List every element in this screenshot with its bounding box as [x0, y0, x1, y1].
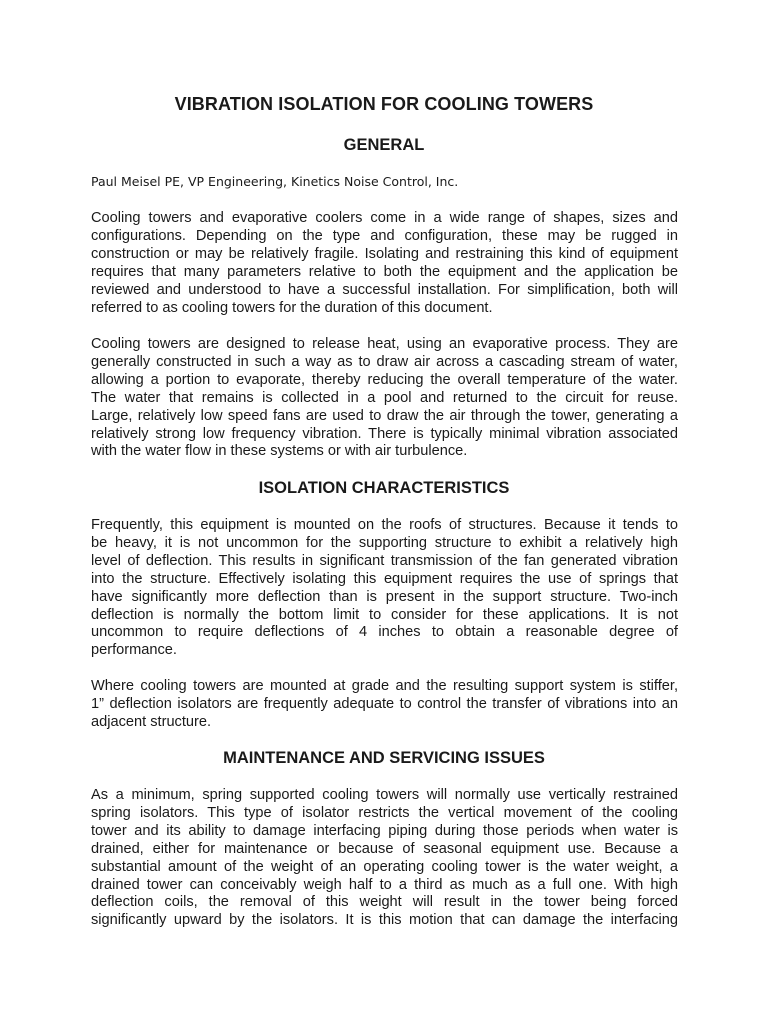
- document-title: VIBRATION ISOLATION FOR COOLING TOWERS: [174, 94, 594, 114]
- text-line: have significantly more deflection than is present in the support structure. Two-inch: [91, 588, 678, 605]
- text-line: uncommon to require deflections of 4 inches to obtain a reasonable degree of: [91, 624, 678, 641]
- text-line: tower and its ability to damage interfacing piping during those periods when water is: [91, 822, 678, 839]
- text-line: Where cooling towers are mounted at grade and the resulting support system is stiffer,: [91, 678, 678, 694]
- paragraph-general-1: [91, 210, 678, 317]
- text-line: be heavy, it is not uncommon for the supporting structure to exhibit a relatively high: [91, 534, 678, 551]
- text-line: referred to as cooling towers for the duration of this document.: [91, 299, 493, 316]
- text-line: performance.: [91, 642, 177, 659]
- text-line: substantial amount of the weight of an operating cooling tower is the water weight, a: [91, 858, 678, 875]
- text-line: allowing a portion to evaporate, thereby reducing the overall temperature of the water.: [91, 371, 678, 388]
- text-line: adjacent structure.: [91, 713, 212, 730]
- text-line: drained, either for maintenance or because of seasonal equipment use. Because a: [91, 840, 678, 857]
- text-line: construction or may be relatively fragile. Isolating and restraining this kind of equipment: [91, 245, 678, 262]
- paragraph-general-2: [91, 336, 678, 461]
- text-line: Cooling towers and evaporative coolers come in a wide range of shapes, sizes and: [91, 210, 678, 226]
- paragraph-isolation-2: [91, 678, 678, 732]
- text-line: deflection is normally the bottom limit to consider for these applications. It is not: [91, 606, 678, 623]
- author-line: Paul Meisel PE, VP Engineering, Kinetics Noise Control, Inc.: [91, 174, 459, 189]
- text-line: configurations. Depending on the type and configuration, these may be rugged in: [91, 227, 678, 244]
- text-line: level of deflection. This results in significant transmission of the fan generated vibration: [91, 552, 678, 569]
- text-line: Cooling towers are designed to release heat, using an evaporative process. They are: [91, 336, 678, 352]
- paragraph-isolation-1: [91, 517, 678, 660]
- section-heading-isolation: ISOLATION CHARACTERISTICS: [258, 479, 510, 497]
- section-heading-general: GENERAL: [343, 136, 425, 154]
- text-line: deflection coils, the removal of this weight will result in the tower being forced: [91, 894, 678, 911]
- text-line: requires that many parameters relative to both the equipment and the application be: [91, 263, 678, 280]
- text-line: relatively strong low frequency vibration. There is typically minimal vibration associated: [91, 425, 678, 442]
- text-line: generally constructed in such a way as to draw air across a cascading stream of water,: [91, 353, 678, 370]
- paragraph-maintenance-1: [91, 787, 678, 930]
- text-line: significantly upward by the isolators. It is this motion that can damage the interfacing: [91, 912, 678, 929]
- text-line: Large, relatively low speed fans are used to draw the air through the tower, generating a: [91, 407, 678, 424]
- text-line: As a minimum, spring supported cooling towers will normally use vertically restrained: [91, 787, 678, 803]
- text-line: 1” deflection isolators are frequently adequate to control the transfer of vibrations into an: [91, 695, 678, 712]
- text-line: reviewed and understood to have a successful installation. For simplification, both will: [91, 281, 678, 298]
- text-line: with the water flow in these systems or with air turbulence.: [91, 443, 468, 460]
- text-line: spring isolators. This type of isolator restricts the vertical movement of the cooling: [91, 804, 678, 821]
- text-line: into the structure. Effectively isolating this equipment requires the use of springs that: [91, 570, 678, 587]
- text-line: Frequently, this equipment is mounted on the roofs of structures. Because it tends to: [91, 517, 678, 533]
- text-line: drained tower can conceivably weigh half to a third as much as a full one. With high: [91, 876, 678, 893]
- section-heading-maintenance: MAINTENANCE AND SERVICING ISSUES: [223, 749, 545, 767]
- text-line: The water that remains is collected in a pool and returned to the circuit for reuse.: [91, 389, 678, 406]
